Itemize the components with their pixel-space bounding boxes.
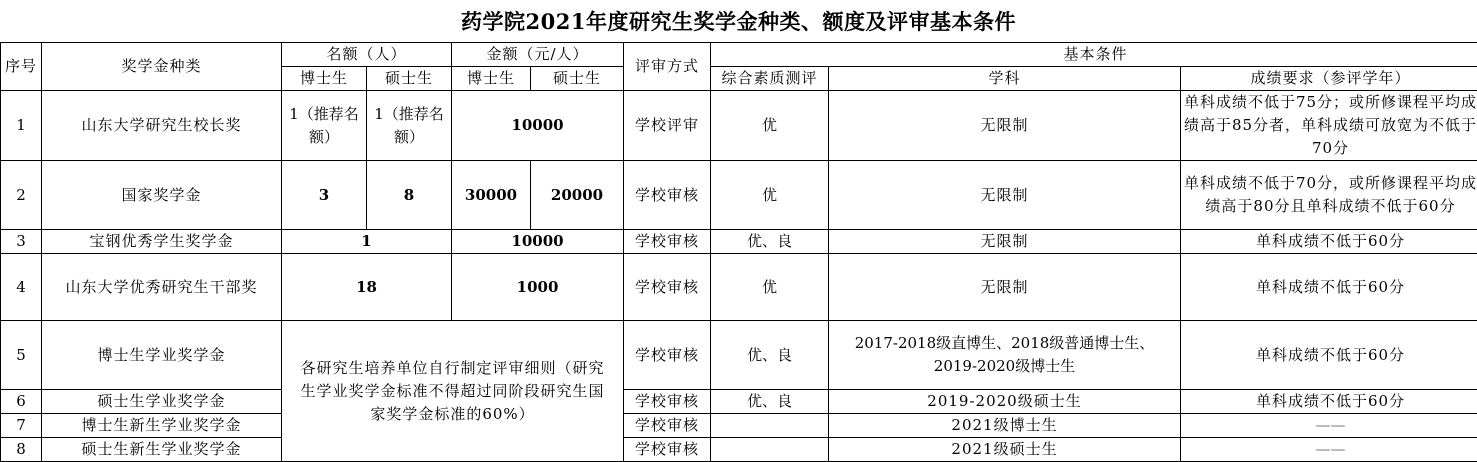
row-quota-master: 8 xyxy=(367,161,452,230)
row-name: 博士生新生学业奖学金 xyxy=(42,414,282,438)
row-name: 硕士生新生学业奖学金 xyxy=(42,438,282,462)
header-quota: 名额（人） xyxy=(282,43,452,67)
row-grades: 单科成绩不低于70分，或所修课程平均成绩高于80分且单科成绩不低于60分 xyxy=(1181,161,1477,230)
row-seq: 5 xyxy=(1,321,42,390)
row-amount: 10000 xyxy=(452,230,624,254)
header-method: 评审方式 xyxy=(624,43,711,91)
row-grades: 单科成绩不低于60分 xyxy=(1181,254,1477,321)
row-subject: 2021级博士生 xyxy=(829,414,1181,438)
header-basic: 基本条件 xyxy=(711,43,1477,67)
table-row xyxy=(1,161,1477,230)
row-subject: 2021级硕士生 xyxy=(829,438,1181,462)
row-subject: 无限制 xyxy=(829,161,1181,230)
row-quality xyxy=(711,414,829,438)
row-grades: 单科成绩不低于60分 xyxy=(1181,390,1477,414)
table-row xyxy=(1,321,1477,390)
row-seq: 1 xyxy=(1,91,42,161)
header-quality: 综合素质测评 xyxy=(711,67,829,91)
row-name: 山东大学优秀研究生干部奖 xyxy=(42,254,282,321)
header-amount-master: 硕士生 xyxy=(531,67,624,91)
table-row xyxy=(1,414,1477,438)
row-quota-phd: 1（推荐名额） xyxy=(282,91,367,161)
row-method: 学校审核 xyxy=(624,161,711,230)
row-quality: 优、良 xyxy=(711,321,829,390)
merged-note: 各研究生培养单位自行制定评审细则（研究生学业奖学金标准不得超过同阶段研究生国家奖学金标准的60%） xyxy=(282,321,624,462)
row-subject: 2019-2020级硕士生 xyxy=(829,390,1181,414)
row-seq: 4 xyxy=(1,254,42,321)
scholarship-table xyxy=(0,42,1477,462)
row-quality: 优、良 xyxy=(711,390,829,414)
row-grades: 单科成绩不低于60分 xyxy=(1181,230,1477,254)
table-row xyxy=(1,91,1477,161)
row-method: 学校审核 xyxy=(624,414,711,438)
row-method: 学校审核 xyxy=(624,254,711,321)
row-name: 博士生学业奖学金 xyxy=(42,321,282,390)
row-grades: —— xyxy=(1181,438,1477,462)
row-quality: 优 xyxy=(711,161,829,230)
row-seq: 2 xyxy=(1,161,42,230)
row-amount: 1000 xyxy=(452,254,624,321)
header-subject: 学科 xyxy=(829,67,1181,91)
row-name: 国家奖学金 xyxy=(42,161,282,230)
table-row xyxy=(1,438,1477,462)
row-method: 学校审核 xyxy=(624,321,711,390)
row-amount-master: 20000 xyxy=(531,161,624,230)
row-quota-phd: 3 xyxy=(282,161,367,230)
row-quota-master: 1（推荐名额） xyxy=(367,91,452,161)
row-method: 学校评审 xyxy=(624,91,711,161)
row-seq: 7 xyxy=(1,414,42,438)
row-quality: 优 xyxy=(711,91,829,161)
row-quota: 1 xyxy=(282,230,452,254)
row-name: 山东大学研究生校长奖 xyxy=(42,91,282,161)
row-seq: 6 xyxy=(1,390,42,414)
header-quota-phd: 博士生 xyxy=(282,67,367,91)
row-name: 宝钢优秀学生奖学金 xyxy=(42,230,282,254)
row-seq: 8 xyxy=(1,438,42,462)
row-quality: 优、良 xyxy=(711,230,829,254)
table-row xyxy=(1,254,1477,321)
row-name: 硕士生学业奖学金 xyxy=(42,390,282,414)
row-subject: 2017-2018级直博生、2018级普通博士生、2019-2020级博士生 xyxy=(829,321,1181,390)
row-subject: 无限制 xyxy=(829,91,1181,161)
row-quota: 18 xyxy=(282,254,452,321)
row-amount-phd: 30000 xyxy=(452,161,531,230)
header-amount-phd: 博士生 xyxy=(452,67,531,91)
row-quality: 优 xyxy=(711,254,829,321)
header-type: 奖学金种类 xyxy=(42,43,282,91)
row-subject: 无限制 xyxy=(829,254,1181,321)
row-method: 学校审核 xyxy=(624,438,711,462)
table-row xyxy=(1,390,1477,414)
header-amount: 金额（元/人） xyxy=(452,43,624,67)
row-subject: 无限制 xyxy=(829,230,1181,254)
table-row xyxy=(1,230,1477,254)
row-grades: 单科成绩不低于75分；或所修课程平均成绩高于85分者，单科成绩可放宽为不低于70分 xyxy=(1181,91,1477,161)
header-row-1 xyxy=(1,43,1477,67)
row-grades: —— xyxy=(1181,414,1477,438)
row-seq: 3 xyxy=(1,230,42,254)
row-method: 学校审核 xyxy=(624,230,711,254)
page-title: 药学院2021年度研究生奖学金种类、额度及评审基本条件 xyxy=(0,0,1477,42)
row-quality xyxy=(711,438,829,462)
row-grades: 单科成绩不低于60分 xyxy=(1181,321,1477,390)
header-seq: 序号 xyxy=(1,43,42,91)
row-amount: 10000 xyxy=(452,91,624,161)
header-grades: 成绩要求（参评学年） xyxy=(1181,67,1477,91)
header-quota-master: 硕士生 xyxy=(367,67,452,91)
row-method: 学校审核 xyxy=(624,390,711,414)
